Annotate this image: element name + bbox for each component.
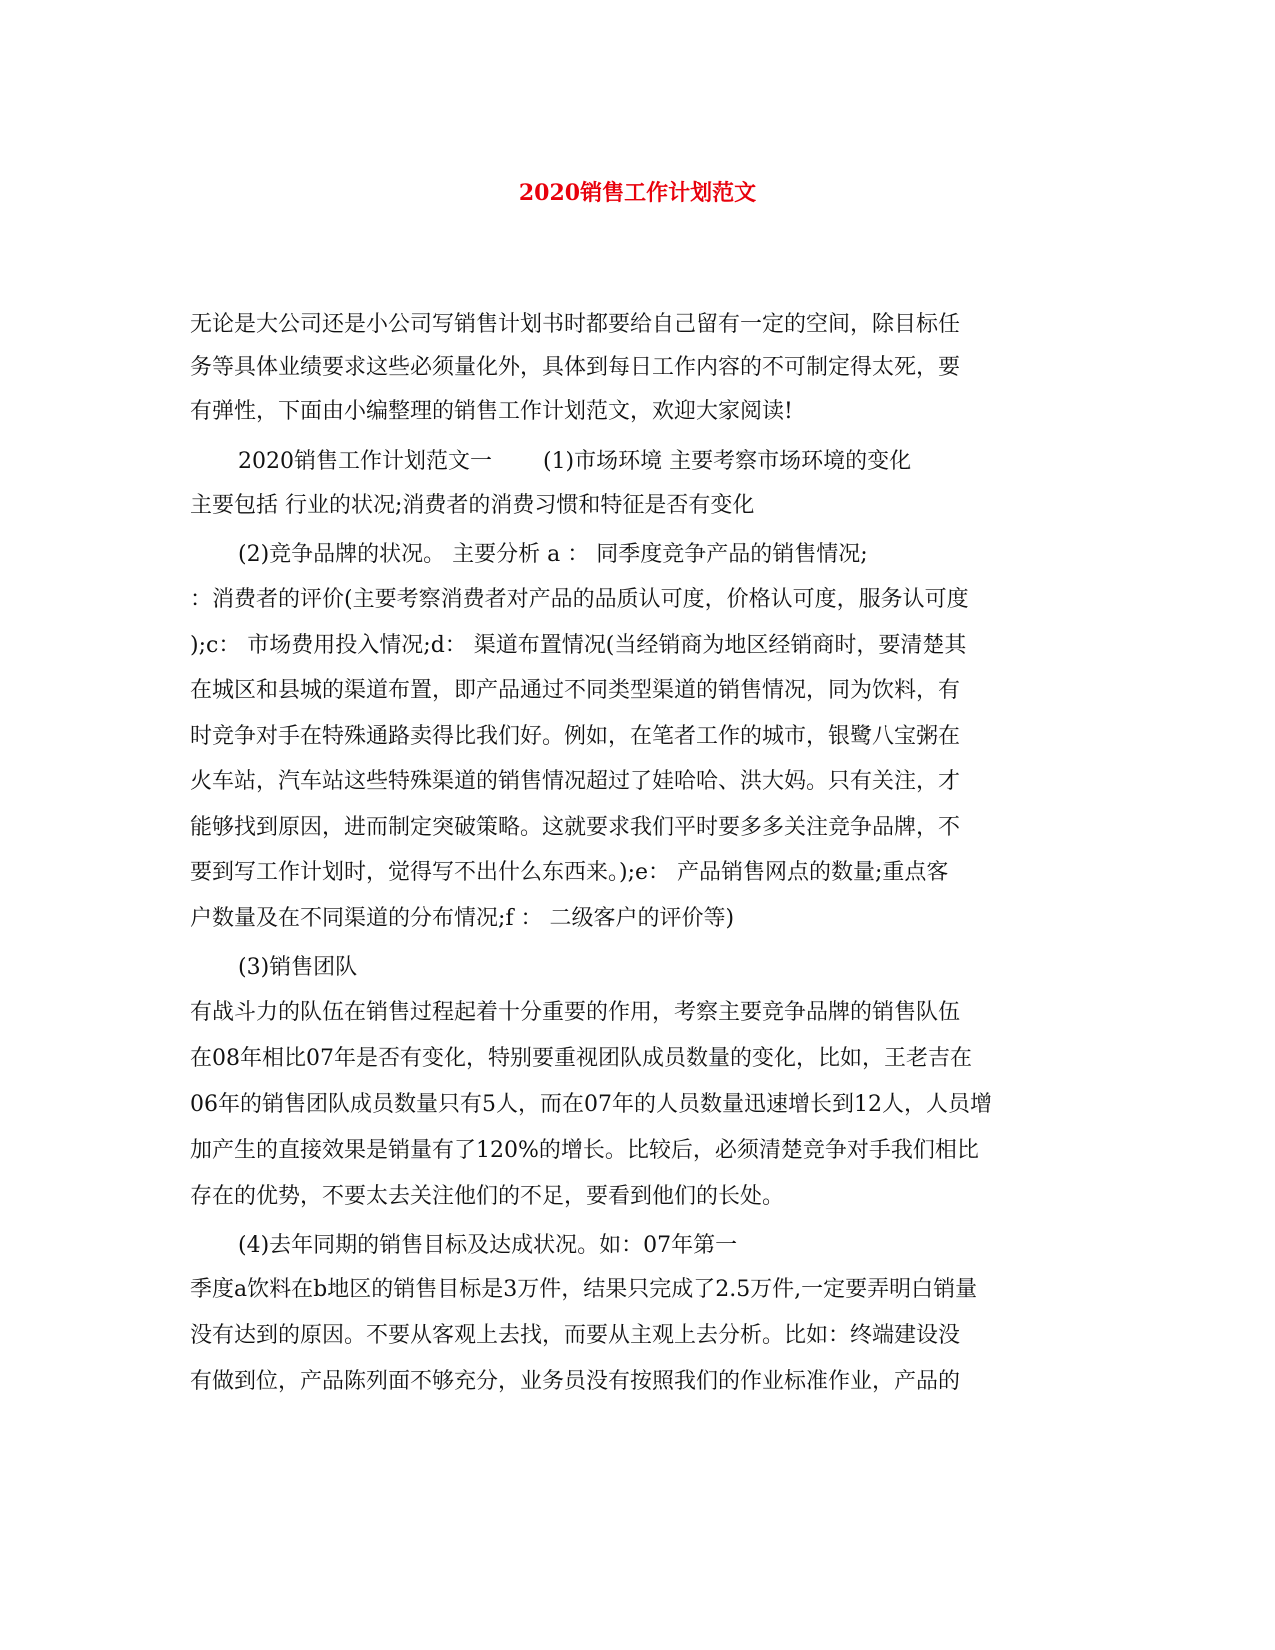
document-title: 2020销售工作计划范文 — [518, 180, 757, 206]
body-line: 没有达到的原因。不要从客观上去找，而要从主观上去分析。比如：终端建设没 — [190, 1323, 961, 1348]
body-line: 主要包括 行业的状况;消费者的消费习惯和特征是否有变化 — [190, 493, 755, 518]
body-line: 有弹性，下面由小编整理的销售工作计划范文，欢迎大家阅读! — [190, 399, 793, 424]
body-line: 有做到位，产品陈列面不够充分，业务员没有按照我们的作业标准作业，产品的 — [190, 1369, 961, 1394]
body-line: (4)去年同期的销售目标及达成状况。如：07年第一 — [238, 1233, 738, 1258]
body-line: 能够找到原因，进而制定突破策略。这就要求我们平时要多多关注竞争品牌，不 — [190, 815, 961, 840]
body-line: 户数量及在不同渠道的分布情况;f ： 二级客户的评价等) — [190, 906, 735, 931]
body-line: 2020销售工作计划范文一 (1)市场环境 主要考察市场环境的变化 — [238, 449, 912, 474]
body-line: 存在的优势，不要太去关注他们的不足，要看到他们的长处。 — [190, 1184, 785, 1209]
body-line: );c： 市场费用投入情况;d： 渠道布置情况(当经销商为地区经销商时，要清楚其 — [190, 633, 967, 658]
body-line: 时竞争对手在特殊通路卖得比我们好。例如，在笔者工作的城市，银鹭八宝粥在 — [190, 724, 961, 749]
body-line: 无论是大公司还是小公司写销售计划书时都要给自己留有一定的空间，除目标任 — [190, 312, 961, 337]
body-line: 在城区和县城的渠道布置，即产品通过不同类型渠道的销售情况，同为饮料，有 — [190, 678, 961, 703]
body-line: 有战斗力的队伍在销售过程起着十分重要的作用，考察主要竞争品牌的销售队伍 — [190, 1000, 961, 1025]
body-line: 加产生的直接效果是销量有了120%的增长。比较后，必须清楚竞争对手我们相比 — [190, 1138, 979, 1163]
body-line: ：消费者的评价(主要考察消费者对产品的品质认可度，价格认可度，服务认可度 — [190, 587, 969, 612]
body-line: 要到写工作计划时，觉得写不出什么东西来。);e： 产品销售网点的数量;重点客 — [190, 860, 949, 885]
body-line: (2)竞争品牌的状况。 主要分析 a ： 同季度竞争产品的销售情况; — [238, 542, 868, 567]
body-line: 在08年相比07年是否有变化，特别要重视团队成员数量的变化，比如，王老吉在 — [190, 1046, 972, 1071]
body-line: 06年的销售团队成员数量只有5人，而在07年的人员数量迅速增长到12人，人员增 — [190, 1092, 992, 1117]
body-line: (3)销售团队 — [238, 955, 358, 980]
body-line: 季度a饮料在b地区的销售目标是3万件，结果只完成了2.5万件,一定要弄明白销量 — [190, 1277, 978, 1302]
body-line: 务等具体业绩要求这些必须量化外，具体到每日工作内容的不可制定得太死，要 — [190, 355, 961, 380]
body-line: 火车站，汽车站这些特殊渠道的销售情况超过了娃哈哈、洪大妈。只有关注，才 — [190, 769, 961, 794]
